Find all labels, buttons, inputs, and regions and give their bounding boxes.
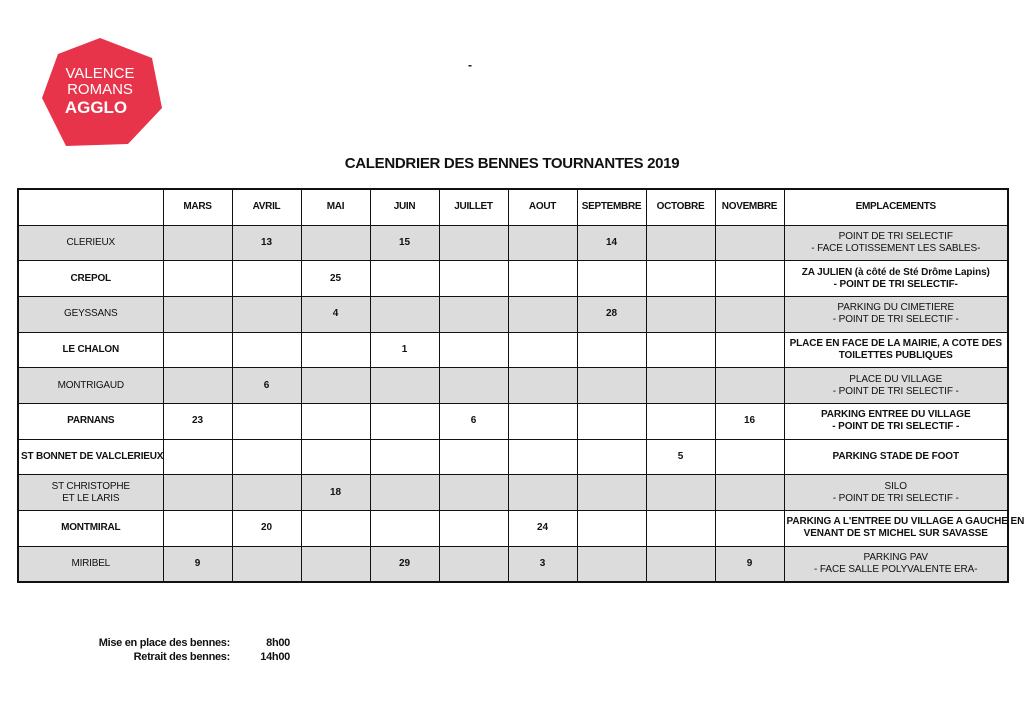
date-cell bbox=[439, 475, 508, 511]
date-cell bbox=[301, 511, 370, 547]
date-cell: 23 bbox=[163, 403, 232, 439]
location-cell bbox=[784, 475, 1008, 511]
date-cell bbox=[301, 332, 370, 368]
column-header: NOVEMBRE bbox=[715, 189, 784, 225]
location-cell bbox=[784, 511, 1024, 547]
location-cell bbox=[784, 332, 1008, 368]
location-line: - FACE SALLE POLYVALENTE ERA- bbox=[814, 563, 978, 575]
date-cell bbox=[439, 296, 508, 332]
location-cell bbox=[784, 403, 1008, 439]
date-cell bbox=[301, 439, 370, 475]
town-name-cell bbox=[18, 403, 163, 439]
location-line: PARKING DU CIMETIERE bbox=[837, 302, 955, 314]
date-cell bbox=[439, 261, 508, 297]
town-name: ST BONNET DE VALCLERIEUX bbox=[21, 450, 164, 462]
logo-line-1: VALENCE bbox=[65, 65, 135, 82]
date-cell bbox=[370, 261, 439, 297]
date-cell bbox=[301, 403, 370, 439]
table-row bbox=[18, 439, 1008, 475]
date-cell bbox=[370, 475, 439, 511]
town-name: ET LE LARIS bbox=[62, 492, 120, 504]
time-row bbox=[90, 636, 290, 650]
date-cell: 6 bbox=[439, 403, 508, 439]
town-name-cell bbox=[18, 368, 163, 404]
header-dash: - bbox=[468, 58, 472, 72]
date-cell: 18 bbox=[301, 475, 370, 511]
location-line: POINT DE TRI SELECTIF bbox=[838, 230, 953, 242]
logo-hexagon-icon bbox=[40, 36, 164, 148]
town-name: MONTMIRAL bbox=[61, 522, 121, 534]
table-row bbox=[18, 511, 1008, 547]
date-cell: 20 bbox=[232, 511, 301, 547]
date-cell bbox=[163, 225, 232, 261]
table-body bbox=[18, 225, 1024, 582]
column-header: MARS bbox=[163, 189, 232, 225]
date-cell bbox=[370, 439, 439, 475]
date-cell bbox=[439, 511, 508, 547]
location-line: PARKING ENTREE DU VILLAGE bbox=[820, 409, 971, 421]
date-cell: 29 bbox=[370, 546, 439, 582]
date-cell bbox=[232, 439, 301, 475]
location-cell bbox=[784, 368, 1008, 404]
logo-line-2: ROMANS bbox=[67, 81, 133, 98]
location-line: - FACE LOTISSEMENT LES SABLES- bbox=[811, 242, 981, 254]
date-cell bbox=[715, 439, 784, 475]
date-cell bbox=[508, 225, 577, 261]
date-cell bbox=[646, 261, 715, 297]
date-cell bbox=[232, 261, 301, 297]
column-header: AOUT bbox=[508, 189, 577, 225]
date-cell bbox=[646, 546, 715, 582]
date-cell: 3 bbox=[508, 546, 577, 582]
location-line: - POINT DE TRI SELECTIF - bbox=[832, 385, 959, 397]
date-cell bbox=[439, 225, 508, 261]
date-cell bbox=[508, 296, 577, 332]
date-cell bbox=[370, 368, 439, 404]
date-cell bbox=[370, 296, 439, 332]
date-cell bbox=[301, 225, 370, 261]
town-name-cell bbox=[18, 261, 163, 297]
location-cell bbox=[784, 261, 1008, 297]
location-line: - POINT DE TRI SELECTIF - bbox=[832, 492, 959, 504]
date-cell bbox=[508, 368, 577, 404]
date-cell: 1 bbox=[370, 332, 439, 368]
column-header: MAI bbox=[301, 189, 370, 225]
date-cell bbox=[577, 261, 646, 297]
location-line: - POINT DE TRI SELECTIF - bbox=[832, 421, 960, 433]
time-value: 8h00 bbox=[266, 637, 290, 649]
date-cell bbox=[646, 475, 715, 511]
date-cell bbox=[439, 368, 508, 404]
date-cell bbox=[370, 403, 439, 439]
date-cell bbox=[232, 403, 301, 439]
date-cell bbox=[577, 368, 646, 404]
date-cell: 9 bbox=[163, 546, 232, 582]
table-row bbox=[18, 403, 1008, 439]
column-header: EMPLACEMENTS bbox=[784, 189, 1008, 225]
date-cell bbox=[163, 511, 232, 547]
date-cell bbox=[508, 439, 577, 475]
location-cell bbox=[784, 225, 1008, 261]
location-cell bbox=[784, 439, 1008, 475]
date-cell bbox=[508, 475, 577, 511]
time-row bbox=[90, 650, 290, 664]
schedule-times bbox=[90, 636, 290, 664]
table-row bbox=[18, 546, 1008, 582]
date-cell bbox=[301, 368, 370, 404]
date-cell bbox=[232, 296, 301, 332]
column-header: SEPTEMBRE bbox=[577, 189, 646, 225]
date-cell bbox=[646, 368, 715, 404]
date-cell bbox=[577, 511, 646, 547]
time-value: 14h00 bbox=[260, 651, 290, 663]
column-header: AVRIL bbox=[232, 189, 301, 225]
date-cell bbox=[577, 403, 646, 439]
date-cell: 25 bbox=[301, 261, 370, 297]
location-line: PARKING A L'ENTREE DU VILLAGE A GAUCHE EN bbox=[786, 516, 1024, 528]
date-cell bbox=[715, 511, 784, 547]
valence-romans-agglo-logo bbox=[40, 36, 164, 148]
town-name-cell bbox=[18, 332, 163, 368]
table-header-row bbox=[18, 189, 1008, 225]
date-cell: 14 bbox=[577, 225, 646, 261]
date-cell bbox=[646, 511, 715, 547]
table-row bbox=[18, 368, 1008, 404]
town-name: MIRIBEL bbox=[71, 557, 111, 569]
date-cell bbox=[439, 439, 508, 475]
table-row bbox=[18, 225, 1008, 261]
location-line: PLACE DU VILLAGE bbox=[849, 373, 943, 385]
town-name: MONTRIGAUD bbox=[57, 379, 124, 391]
location-line: VENANT DE ST MICHEL SUR SAVASSE bbox=[803, 528, 988, 540]
date-cell bbox=[163, 368, 232, 404]
date-cell bbox=[577, 439, 646, 475]
date-cell bbox=[646, 225, 715, 261]
date-cell bbox=[646, 403, 715, 439]
table-row bbox=[18, 261, 1008, 297]
date-cell bbox=[577, 546, 646, 582]
date-cell: 16 bbox=[715, 403, 784, 439]
town-name-cell bbox=[18, 475, 163, 511]
town-name: CREPOL bbox=[70, 272, 111, 284]
location-line: SILO bbox=[884, 480, 907, 492]
town-name: CLERIEUX bbox=[66, 236, 115, 248]
date-cell bbox=[715, 368, 784, 404]
date-cell bbox=[439, 546, 508, 582]
date-cell bbox=[163, 261, 232, 297]
location-cell bbox=[784, 546, 1008, 582]
date-cell bbox=[646, 296, 715, 332]
page-title: CALENDRIER DES BENNES TOURNANTES 2019 bbox=[344, 155, 680, 172]
header-corner-cell bbox=[18, 189, 163, 225]
date-cell bbox=[715, 225, 784, 261]
table-row bbox=[18, 296, 1008, 332]
date-cell: 9 bbox=[715, 546, 784, 582]
schedule-table bbox=[17, 188, 1024, 583]
date-cell bbox=[163, 296, 232, 332]
location-line: PARKING STADE DE FOOT bbox=[832, 450, 959, 462]
date-cell bbox=[508, 261, 577, 297]
date-cell bbox=[577, 332, 646, 368]
date-cell: 6 bbox=[232, 368, 301, 404]
date-cell bbox=[508, 403, 577, 439]
date-cell bbox=[232, 332, 301, 368]
time-label: Retrait des bennes: bbox=[133, 651, 230, 663]
column-header: JUIN bbox=[370, 189, 439, 225]
location-line: ZA JULIEN (à côté de Sté Drôme Lapins) bbox=[801, 266, 990, 278]
date-cell bbox=[715, 296, 784, 332]
town-name-cell bbox=[18, 296, 163, 332]
date-cell: 28 bbox=[577, 296, 646, 332]
date-cell bbox=[370, 511, 439, 547]
date-cell bbox=[715, 332, 784, 368]
date-cell bbox=[163, 439, 232, 475]
date-cell: 5 bbox=[646, 439, 715, 475]
date-cell bbox=[715, 475, 784, 511]
location-cell bbox=[784, 296, 1008, 332]
time-label: Mise en place des bennes: bbox=[98, 637, 230, 649]
column-header: OCTOBRE bbox=[646, 189, 715, 225]
town-name-cell bbox=[18, 511, 163, 547]
date-cell bbox=[439, 332, 508, 368]
location-line: TOILETTES PUBLIQUES bbox=[838, 349, 953, 361]
date-cell bbox=[163, 332, 232, 368]
column-header: JUILLET bbox=[439, 189, 508, 225]
date-cell bbox=[646, 332, 715, 368]
date-cell: 15 bbox=[370, 225, 439, 261]
table-row bbox=[18, 332, 1008, 368]
logo-line-3: AGGLO bbox=[64, 98, 128, 117]
town-name-cell bbox=[18, 439, 163, 475]
date-cell bbox=[715, 261, 784, 297]
town-name: ST CHRISTOPHE bbox=[51, 480, 130, 492]
date-cell bbox=[232, 475, 301, 511]
date-cell bbox=[232, 546, 301, 582]
date-cell bbox=[577, 475, 646, 511]
location-line: - POINT DE TRI SELECTIF- bbox=[833, 278, 958, 290]
date-cell bbox=[508, 332, 577, 368]
town-name: GEYSSANS bbox=[64, 308, 118, 320]
date-cell bbox=[163, 475, 232, 511]
town-name-cell bbox=[18, 225, 163, 261]
location-line: PARKING PAV bbox=[863, 551, 928, 563]
table-row bbox=[18, 475, 1008, 511]
town-name: PARNANS bbox=[67, 415, 115, 427]
town-name-cell bbox=[18, 546, 163, 582]
town-name: LE CHALON bbox=[62, 343, 120, 355]
date-cell bbox=[301, 546, 370, 582]
location-line: - POINT DE TRI SELECTIF - bbox=[832, 314, 959, 326]
location-line: PLACE EN FACE DE LA MAIRIE, A COTE DES bbox=[789, 337, 1002, 349]
date-cell: 24 bbox=[508, 511, 577, 547]
date-cell: 4 bbox=[301, 296, 370, 332]
date-cell: 13 bbox=[232, 225, 301, 261]
